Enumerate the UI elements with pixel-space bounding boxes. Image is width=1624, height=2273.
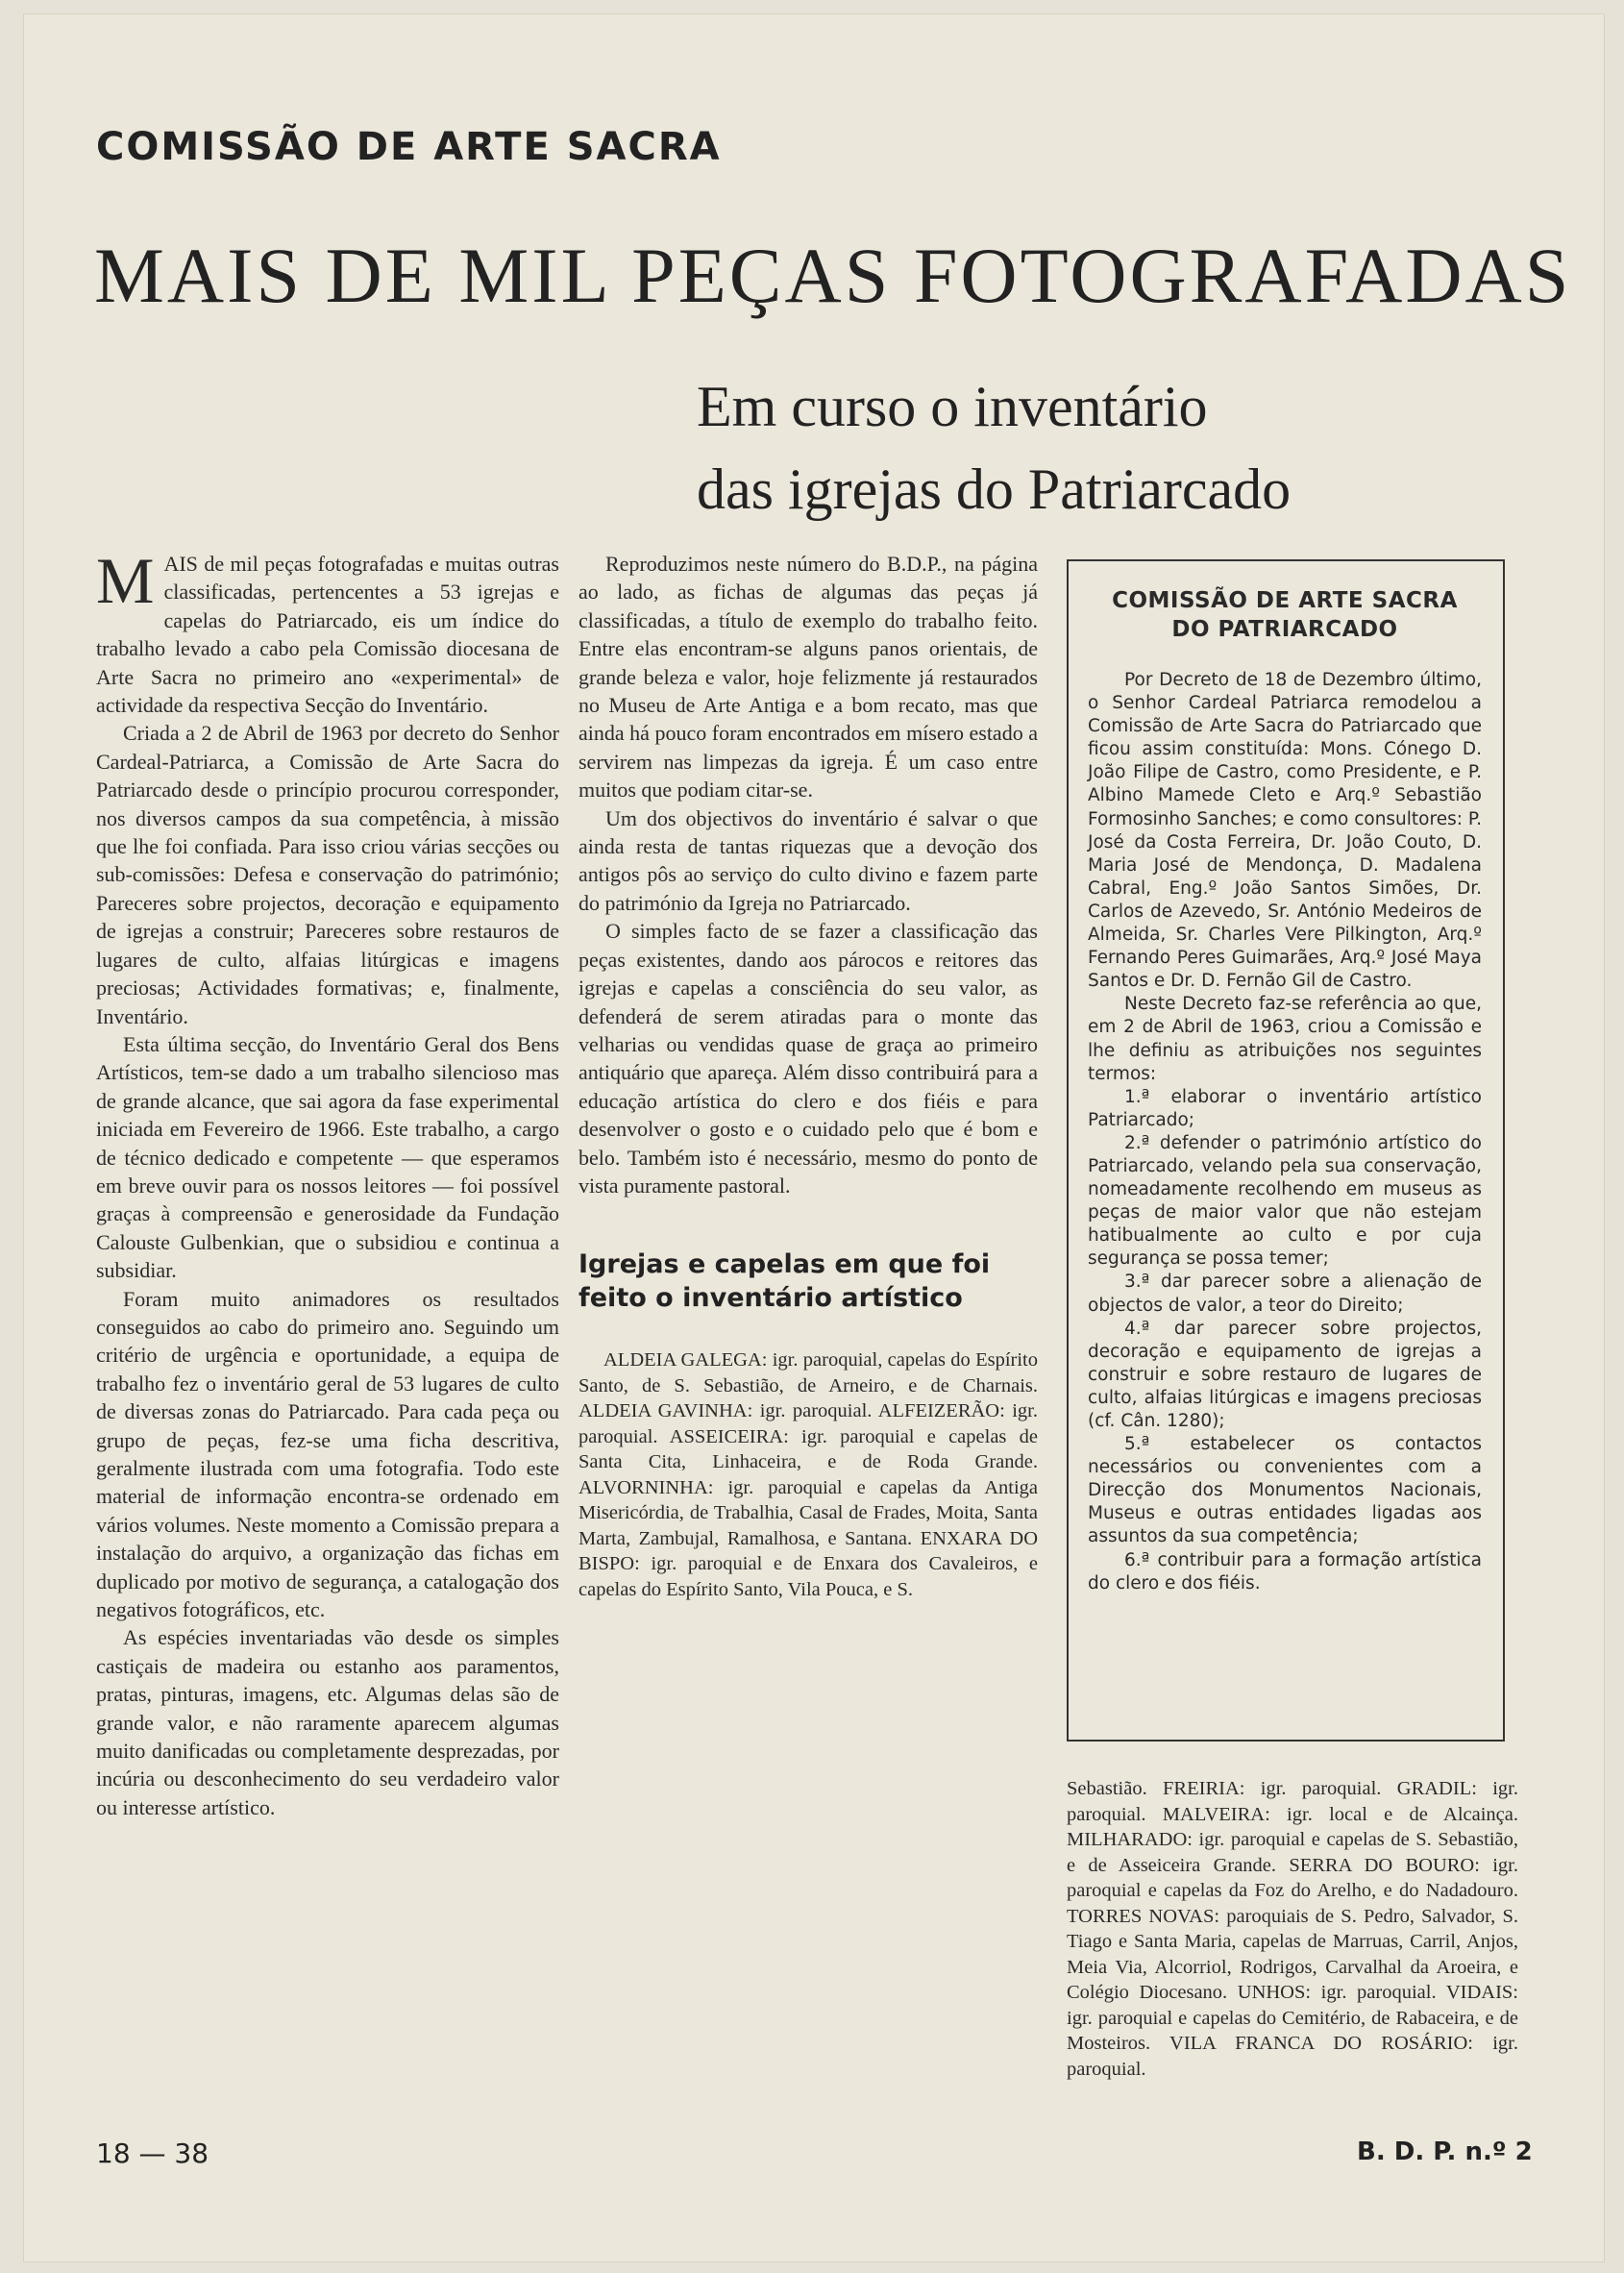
main-title: MAIS DE MIL PEÇAS FOTOGRAFADAS [94, 232, 1572, 319]
places-list [578, 1347, 1038, 1602]
article-paragraph: As espécies inventariadas vão desde os simples castiçais de madeira ou estanho aos paramentos, pratas, pinturas, imagens, etc. Algumas delas são de grande valor, e não raramente aparecem algumas muito danificadas ou completamente desprezadas, por incúria ou desconhecimento do seu verdadeiro valor ou interesse artístico. [96, 1625, 559, 1819]
sidebar-item: 1.ª elaborar o inventário artístico Patriarcado; [1088, 1086, 1482, 1130]
article-column-3 [1067, 1776, 1518, 2082]
sidebar-title-line-2: DO PATRIARCADO [1171, 617, 1398, 642]
sidebar-item: 6.ª contribuir para a formação artística do clero e dos fiéis. [1088, 1549, 1482, 1594]
sidebar-item: 4.ª dar parecer sobre projectos, decoração e equipamento de igrejas a construir e sobre restauro de lugares de culto, alfaias litúrgicas e imagens preciosas (cf. Cân. 1280); [1088, 1318, 1482, 1431]
subtitle-line-1: Em curso o inventário [697, 375, 1208, 438]
subtitle [697, 365, 1465, 531]
article-paragraph: Reproduzimos neste número do B.D.P., na página ao lado, as fichas de algumas das peças já classificadas, a título de exemplo do trabalho feito. Entre elas encontram-se alguns panos orientais, de grande beleza e valor, hoje felizmente já restaurados no Museu de Arte Antiga e a bom recato, mas que ainda há pouco foram encontrados em mísero estado a servirem nas limpezas da igreja. É um caso entre muitos que podiam citar-se. [578, 552, 1038, 803]
sidebar-item: 5.ª estabelecer os contactos necessários ou convenientes com a Direcção dos Monumentos Nacionais, Museus e outras entidades ligadas aos assuntos da sua competência; [1088, 1434, 1482, 1547]
places-paragraph: Sebastião. FREIRIA: igr. paroquial. GRADIL: igr. paroquial. MALVEIRA: igr. local e de Alcainça. MILHARADO: igr. paroquial e capelas de S. Sebastião, e de Asseiceira Grande. SERRA DO BOURO: igr. paroquial e capelas da Foz do Arelho, e do Nadadouro. TORRES NOVAS: paroquiais de S. Pedro, Salvador, S. Tiago e Santa Maria, capelas de Marruas, Carril, Anjos, Meia Via, Alcorriol, Rodrigos, Carvalhal da Aroeira, e Colégio Diocesano. UNHOS: igr. paroquial. VIDAIS: igr. paroquial e capelas do Cemitério, de Rabaceira, e de Mosteiros. VILA FRANCA DO ROSÁRIO: igr. paroquial. [1067, 1778, 1518, 2080]
places-paragraph: ALDEIA GALEGA: igr. paroquial, capelas do Espírito Santo, de S. Sebastião, de Arneiro, e de Charnais. ALDEIA GAVINHA: igr. paroquial. ALFEIZERÃO: igr. paroquial. ASSEICEIRA: igr. paroquial e capelas de Santa Cita, Linhaceira, e de Roda Grande. ALVORNINHA: igr. paroquial e capelas da Antiga Misericórdia, de Trabalhia, Casal de Frades, Moita, Santa Marta, Zambujal, Ramalhosa, e Santana. ENXARA DO BISPO: igr. paroquial e de Enxara dos Cavaleiros, e capelas do Espírito Santo, Vila Pouca, e S. [578, 1349, 1038, 1600]
sidebar-item: 2.ª defender o património artístico do Patriarcado, velando pela sua conservação, nomeadamente recolhendo em museus as peças de maior valor que não estejam hatibualmente ao culto e por cuja segurança se possa temer; [1088, 1132, 1482, 1270]
places-heading: Igrejas e capelas em que foi feito o inventário artístico [578, 1249, 991, 1314]
page-number: 18 — 38 [96, 2137, 209, 2169]
sidebar-box [1067, 559, 1505, 1742]
paragraph-text: AIS de mil peças fotografadas e muitas outras classificadas, pertencentes a 53 igrejas e capelas do Patriarcado, eis um índice do trabalho levado a cabo pela Comissão diocesana de Arte Sacra no primeiro ano «experimental» de actividade da respectiva Secção do Inventário. [96, 552, 559, 718]
article-paragraph: Um dos objectivos do inventário é salvar o que ainda resta de tantas riquezas que a devoção dos antigos pôs ao serviço do culto divino e fazem parte do património da Igreja no Patriarcado. [578, 805, 1038, 915]
sidebar-paragraph: Por Decreto de 18 de Dezembro último, o Senhor Cardeal Patriarca remodelou a Comissão de Arte Sacra do Patriarcado que ficou assim constituída: Mons. Cónego D. João Filipe de Castro, como Presidente, e P. Albino Mamede Cleto e Arq.º Sebastião Formosinho Sanches; e como consultores: P. José da Costa Ferreira, Dr. João Couto, D. Maria José de Mendonça, D. Madalena Cabral, Eng.º João Santos Simões, Dr. Carlos de Azevedo, Sr. António Medeiros de Almeida, Sr. Charles Vere Pilkington, Arq.º Fernando Peres Guimarães, Arq.º José Maya Santos e Dr. D. Fernão Gil de Castro. [1088, 670, 1482, 992]
article-column-2 [578, 550, 1038, 1602]
article-paragraph [96, 544, 559, 719]
article-paragraph: O simples facto de se fazer a classificação das peças existentes, dando aos párocos e reitores das igrejas e capelas a consciência do seu valor, as defenderá de serem atiradas para o monte das velharias ou vendidas quase de graça ao primeiro antiquário que apareça. Além disso contribuirá para a educação artística do clero e dos fiéis e para desenvolver o gosto e o cuidado pelo que é bom e belo. Também isto é necessário, mesmo do ponto de vista puramente pastoral. [578, 919, 1038, 1198]
drop-cap: M [96, 544, 155, 617]
article-paragraph: Foram muito animadores os resultados conseguidos ao cabo do primeiro ano. Seguindo um critério de urgência e oportunidade, a equipa de trabalho fez o inventário geral de 53 lugares de culto de diversas zonas do Patriarcado. Para cada peça ou grupo de peças, fez-se uma ficha descritiva, geralmente ilustrada com uma fotografia. Todo este material de informação encontra-se ordenado em vários volumes. Neste momento a Comissão prepara a instalação do arquivo, a organização das fichas em duplicado por motivo de segurança, a catalogação dos negativos fotográficos, etc. [96, 1286, 559, 1622]
article-column-1 [96, 544, 559, 1821]
subtitle-line-2: das igrejas do Patriarcado [697, 457, 1292, 521]
publication-issue: B. D. P. n.º 2 [1357, 2137, 1533, 2166]
article-paragraph: Criada a 2 de Abril de 1963 por decreto do Senhor Cardeal-Patriarca, a Comissão de Arte Sacra do Patriarcado desde o princípio procurou corresponder, nos diversos campos da sua competência, à missão que lhe foi confiada. Para isso criou várias secções ou sub-comissões: Defesa e conservação do património; Pareceres sobre projectos, decoração e equipamento de igrejas a construir; Pareceres sobre restauros de lugares de culto, alfaias litúrgicas e imagens preciosas; Actividades formativas; e, finalmente, Inventário. [96, 721, 559, 1028]
sidebar-paragraph: Neste Decreto faz-se referência ao que, em 2 de Abril de 1963, criou a Comissão e lhe definiu as atribuições nos seguintes termos: [1088, 994, 1482, 1084]
sidebar-title [1088, 586, 1482, 644]
sidebar-item: 3.ª dar parecer sobre a alienação de objectos de valor, a teor do Direito; [1088, 1272, 1482, 1316]
article-paragraph: Esta última secção, do Inventário Geral dos Bens Artísticos, tem-se dado a um trabalho silencioso mas de grande alcance, que sai agora da fase experimental iniciada em Fevereiro de 1966. Este trabalho, a cargo de técnico dedicado e competente — que esperamos em breve ouvir para os nossos leitores — foi possível graças à compreensão e generosidade da Fundação Calouste Gulbenkian, que o subsidiou e continua a subsidiar. [96, 1031, 559, 1283]
sidebar-title-line-1: COMISSÃO DE ARTE SACRA [1112, 588, 1458, 613]
section-label: COMISSÃO DE ARTE SACRA [96, 125, 722, 169]
